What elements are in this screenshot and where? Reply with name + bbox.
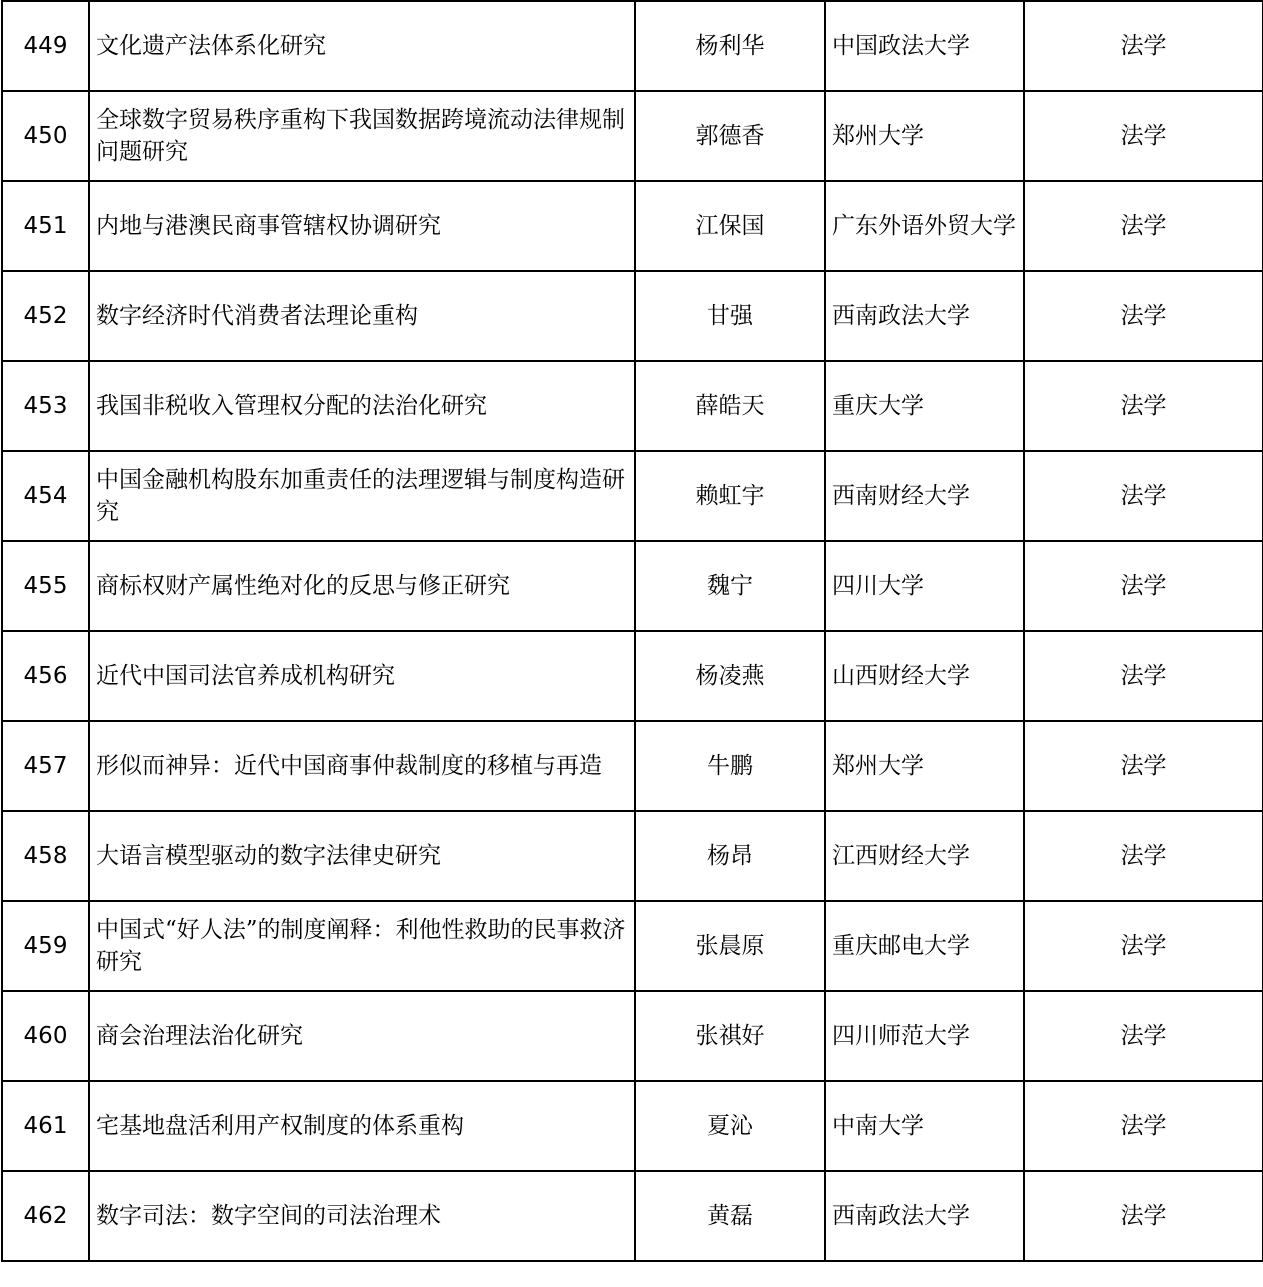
table-body <box>2 1 1263 1261</box>
row-number: 460 <box>2 991 89 1081</box>
lead-name: 甘强 <box>635 271 825 361</box>
discipline: 法学 <box>1024 991 1263 1081</box>
project-title: 文化遗产法体系化研究 <box>89 1 635 91</box>
row-number: 455 <box>2 541 89 631</box>
table-row <box>2 91 1263 181</box>
discipline: 法学 <box>1024 631 1263 721</box>
table-row <box>2 361 1263 451</box>
project-title: 数字司法：数字空间的司法治理术 <box>89 1171 635 1261</box>
lead-name: 郭德香 <box>635 91 825 181</box>
table-row <box>2 901 1263 991</box>
lead-name: 杨昂 <box>635 811 825 901</box>
project-title: 内地与港澳民商事管辖权协调研究 <box>89 181 635 271</box>
lead-name: 赖虹宇 <box>635 451 825 541</box>
discipline: 法学 <box>1024 451 1263 541</box>
institution: 江西财经大学 <box>825 811 1024 901</box>
institution: 中南大学 <box>825 1081 1024 1171</box>
lead-name: 张祺好 <box>635 991 825 1081</box>
lead-name: 薛皓天 <box>635 361 825 451</box>
project-table <box>1 0 1263 1262</box>
institution: 重庆大学 <box>825 361 1024 451</box>
discipline: 法学 <box>1024 901 1263 991</box>
project-title: 我国非税收入管理权分配的法治化研究 <box>89 361 635 451</box>
institution: 西南政法大学 <box>825 1171 1024 1261</box>
institution: 重庆邮电大学 <box>825 901 1024 991</box>
row-number: 450 <box>2 91 89 181</box>
lead-name: 杨利华 <box>635 1 825 91</box>
row-number: 451 <box>2 181 89 271</box>
lead-name: 张晨原 <box>635 901 825 991</box>
institution: 四川大学 <box>825 541 1024 631</box>
row-number: 453 <box>2 361 89 451</box>
institution: 郑州大学 <box>825 91 1024 181</box>
table-row <box>2 1171 1263 1261</box>
row-number: 458 <box>2 811 89 901</box>
table-row <box>2 1 1263 91</box>
discipline: 法学 <box>1024 1081 1263 1171</box>
row-number: 449 <box>2 1 89 91</box>
table-row <box>2 811 1263 901</box>
project-title: 数字经济时代消费者法理论重构 <box>89 271 635 361</box>
discipline: 法学 <box>1024 811 1263 901</box>
table-row <box>2 541 1263 631</box>
institution: 广东外语外贸大学 <box>825 181 1024 271</box>
institution: 山西财经大学 <box>825 631 1024 721</box>
table-row <box>2 991 1263 1081</box>
discipline: 法学 <box>1024 541 1263 631</box>
discipline: 法学 <box>1024 361 1263 451</box>
lead-name: 夏沁 <box>635 1081 825 1171</box>
table-row <box>2 181 1263 271</box>
project-title: 中国金融机构股东加重责任的法理逻辑与制度构造研究 <box>89 451 635 541</box>
institution: 西南财经大学 <box>825 451 1024 541</box>
row-number: 454 <box>2 451 89 541</box>
discipline: 法学 <box>1024 1 1263 91</box>
row-number: 457 <box>2 721 89 811</box>
project-title: 商标权财产属性绝对化的反思与修正研究 <box>89 541 635 631</box>
row-number: 452 <box>2 271 89 361</box>
row-number: 462 <box>2 1171 89 1261</box>
table-row <box>2 721 1263 811</box>
table-row <box>2 1081 1263 1171</box>
lead-name: 魏宁 <box>635 541 825 631</box>
table-row <box>2 271 1263 361</box>
row-number: 456 <box>2 631 89 721</box>
discipline: 法学 <box>1024 91 1263 181</box>
project-title: 商会治理法治化研究 <box>89 991 635 1081</box>
institution: 中国政法大学 <box>825 1 1024 91</box>
lead-name: 黄磊 <box>635 1171 825 1261</box>
project-title: 全球数字贸易秩序重构下我国数据跨境流动法律规制问题研究 <box>89 91 635 181</box>
institution: 郑州大学 <box>825 721 1024 811</box>
row-number: 461 <box>2 1081 89 1171</box>
project-title: 近代中国司法官养成机构研究 <box>89 631 635 721</box>
discipline: 法学 <box>1024 271 1263 361</box>
discipline: 法学 <box>1024 181 1263 271</box>
lead-name: 杨凌燕 <box>635 631 825 721</box>
institution: 四川师范大学 <box>825 991 1024 1081</box>
project-title: 大语言模型驱动的数字法律史研究 <box>89 811 635 901</box>
discipline: 法学 <box>1024 1171 1263 1261</box>
institution: 西南政法大学 <box>825 271 1024 361</box>
project-title: 中国式“好人法”的制度阐释：利他性救助的民事救济研究 <box>89 901 635 991</box>
project-title: 宅基地盘活利用产权制度的体系重构 <box>89 1081 635 1171</box>
row-number: 459 <box>2 901 89 991</box>
lead-name: 牛鹏 <box>635 721 825 811</box>
table-row <box>2 631 1263 721</box>
project-title: 形似而神异：近代中国商事仲裁制度的移植与再造 <box>89 721 635 811</box>
discipline: 法学 <box>1024 721 1263 811</box>
lead-name: 江保国 <box>635 181 825 271</box>
table-row <box>2 451 1263 541</box>
